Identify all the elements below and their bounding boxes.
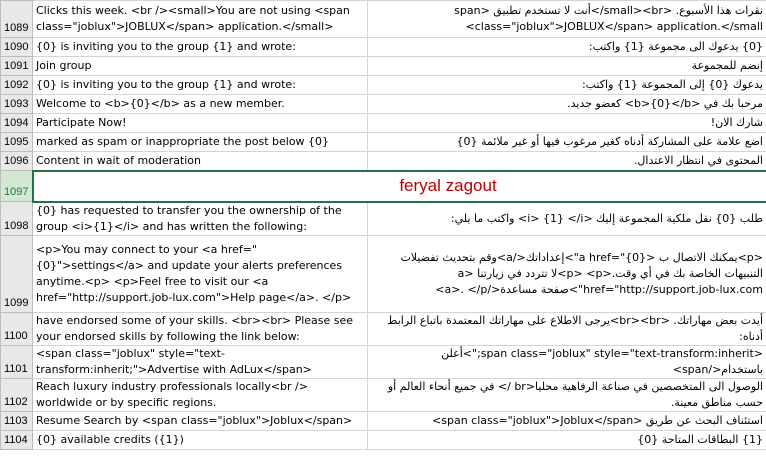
table-row[interactable] [1, 57, 766, 76]
table-row[interactable] [1, 114, 766, 133]
row-header[interactable]: 1102 [1, 378, 33, 411]
row-header[interactable]: 1104 [1, 430, 33, 449]
row-header[interactable]: 1094 [1, 114, 33, 133]
english-cell[interactable]: marked as spam or inappropriate the post below {0} [33, 133, 368, 152]
english-cell[interactable]: {0} available credits ({1}) [33, 430, 368, 449]
arabic-cell[interactable]: إنضم للمجموعة [368, 57, 766, 76]
arabic-cell[interactable]: يدعوك {0} إلى المجموعة {1} واكتب: [368, 76, 766, 95]
arabic-cell[interactable]: {1} البطاقات المتاحة {0} [368, 430, 766, 449]
english-cell[interactable]: Clicks this week. <br /><small>You are not using <span class="joblux">JOBLUX</span> application.</small> [33, 1, 368, 38]
row-header[interactable]: 1092 [1, 76, 33, 95]
table-row[interactable] [1, 171, 766, 202]
english-cell[interactable]: Content in wait of moderation [33, 152, 368, 171]
table-row[interactable] [1, 411, 766, 430]
row-header[interactable]: 1090 [1, 38, 33, 57]
row-header[interactable]: 1093 [1, 95, 33, 114]
arabic-cell[interactable]: اضع علامة على المشاركة أدناه كغير مرغوب فيها أو غير ملائمة {0} [368, 133, 766, 152]
english-cell[interactable]: Welcome to <b>{0}</b> as a new member. [33, 95, 368, 114]
arabic-cell[interactable]: <p>يمكنك الاتصال ب <a href="{0}">إعداداتك</a>وقم بتحديث تفضيلات التنبيهات الخاصة بك في أي وقت.<p> <p>لا تتردد في زيارتنا <a href="http://support.job-lux.com">صفحة مساعدة</a>. </p> [368, 235, 766, 312]
arabic-cell[interactable]: {0} يدعوك الى مجموعة {1} واكتب: [368, 38, 766, 57]
arabic-cell[interactable]: أيدت بعض مهاراتك. <br><br>يرجى الاطلاع على مهاراتك المعتمدة باتباع الرابط أدناه: [368, 312, 766, 345]
table-row[interactable] [1, 202, 766, 236]
english-cell[interactable]: have endorsed some of your skills. <br><br> Please see your endorsed skills by following the link below: [33, 312, 368, 345]
arabic-cell[interactable]: الوصول الى المتخصصين في صناعة الرفاهية محليا<br /> في جميع أنحاء العالم أو حسب مناطق معينة. [368, 378, 766, 411]
table-row[interactable] [1, 133, 766, 152]
row-header[interactable]: 1095 [1, 133, 33, 152]
arabic-cell[interactable]: المحتوى في انتظار الاعتدال. [368, 152, 766, 171]
table-row[interactable] [1, 95, 766, 114]
english-cell[interactable]: Reach luxury industry professionals locally<br /> worldwide or by specific regions. [33, 378, 368, 411]
arabic-cell[interactable]: استئناف البحث عن طريق <span class="joblux">Joblux</span> [368, 411, 766, 430]
row-header[interactable]: 1101 [1, 345, 33, 378]
row-header[interactable]: 1089 [1, 1, 33, 38]
english-cell[interactable]: <span class="joblux" style="text-transform:inherit;">Advertise with AdLux</span> [33, 345, 368, 378]
table-row[interactable] [1, 152, 766, 171]
table-row[interactable] [1, 345, 766, 378]
table-row[interactable] [1, 312, 766, 345]
table-row[interactable] [1, 378, 766, 411]
arabic-cell[interactable]: نقرات هذا الأسبوع. <small><br/>أنت لا تستخدم تطبيق <span class="joblux">JOBLUX</span> application.</small> [368, 1, 766, 38]
english-cell[interactable]: {0} has requested to transfer you the ownership of the group <i>{1}</i> and has written the following: [33, 202, 368, 236]
table-row[interactable] [1, 38, 766, 57]
english-cell[interactable]: Resume Search by <span class="joblux">Joblux</span> [33, 411, 368, 430]
row-header[interactable]: 1096 [1, 152, 33, 171]
english-cell[interactable]: {0} is inviting you to the group {1} and wrote: [33, 38, 368, 57]
table-row[interactable] [1, 76, 766, 95]
row-header[interactable]: 1103 [1, 411, 33, 430]
merged-cell[interactable]: feryal zagout [33, 171, 766, 202]
arabic-cell[interactable]: <span class="joblux" style="text-transform:inherit;">أعلن باستخدام</span> [368, 345, 766, 378]
english-cell[interactable]: <p>You may connect to your <a href="{0}">settings</a> and update your alerts preferences anytime.<p> <p>Feel free to visit our <a href="http://support.job-lux.com">Help page</a>. </p> [33, 235, 368, 312]
arabic-cell[interactable]: طلب {0} نقل ملكية المجموعة إليك <i> {1} </i> واكتب ما يلي: [368, 202, 766, 236]
english-cell[interactable]: Join group [33, 57, 368, 76]
row-header[interactable]: 1100 [1, 312, 33, 345]
row-header[interactable]: 1091 [1, 57, 33, 76]
table-row[interactable] [1, 1, 766, 38]
row-header[interactable]: 1099 [1, 235, 33, 312]
english-cell[interactable]: Participate Now! [33, 114, 368, 133]
row-header[interactable]: 1098 [1, 202, 33, 236]
arabic-cell[interactable]: مرحبا بك في <b>{0}</b> كعضو جديد. [368, 95, 766, 114]
row-header[interactable]: 1097 [1, 171, 33, 202]
table-row[interactable] [1, 235, 766, 312]
english-cell[interactable]: {0} is inviting you to the group {1} and wrote: [33, 76, 368, 95]
table-row[interactable] [1, 430, 766, 449]
arabic-cell[interactable]: شارك الان! [368, 114, 766, 133]
